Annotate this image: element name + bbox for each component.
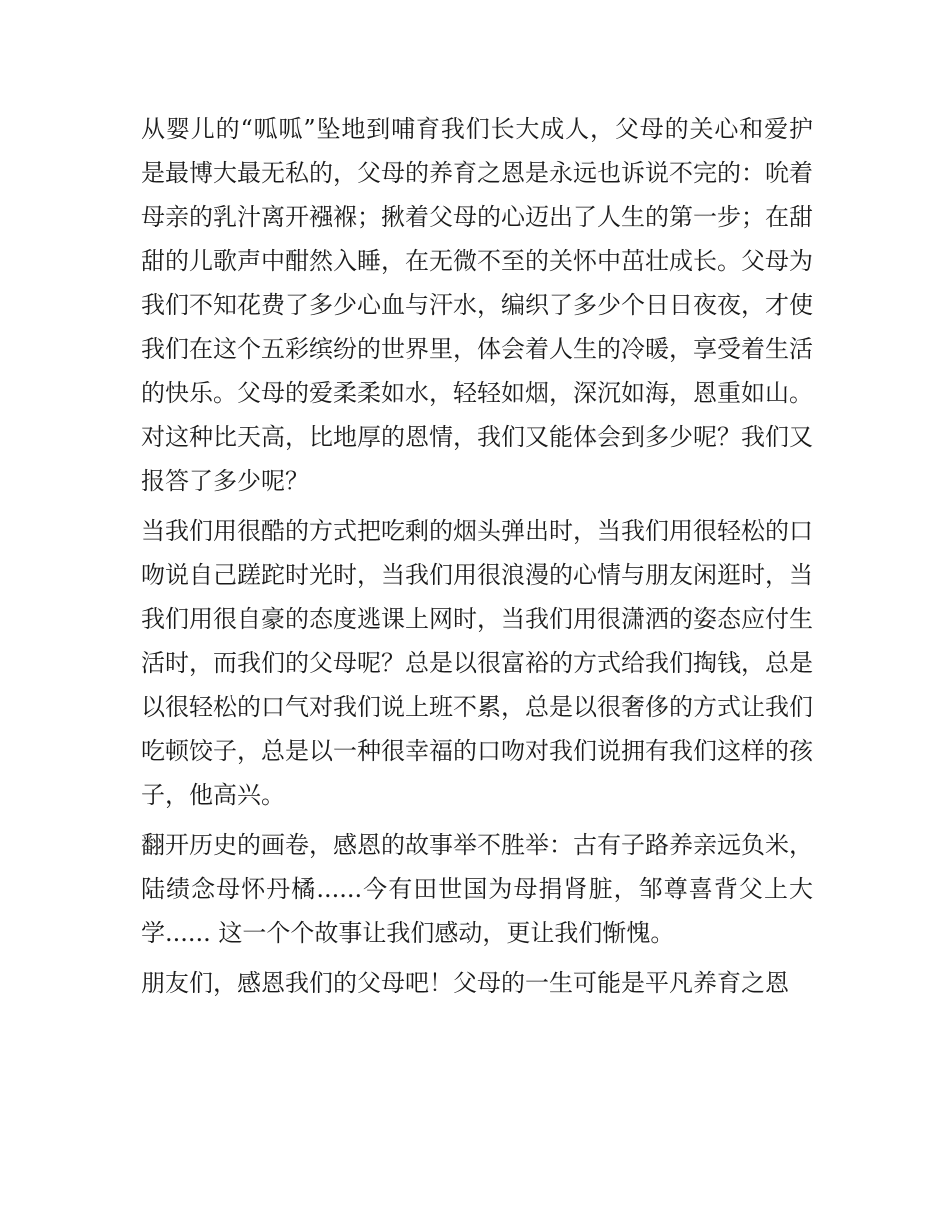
paragraph-1: 从婴儿的“呱呱”坠地到哺育我们长大成人，父母的关心和爱护是最博大最无私的，父母的养育之恩是永远也诉说不完的：吮着母亲的乳汁离开襁褓；揪着父母的心迈出了人生的第一步；在甜甜的儿歌声中酣然入睡，在无微不至的关怀中茁壮成长。父母为我们不知花费了多少心血与汗水，编织了多少个日日夜夜，才使我们在这个五彩缤纷的世界里，体会着人生的冷暖，享受着生活的快乐。父母的爱柔柔如水，轻轻如烟，深沉如海，恩重如山。对这种比天高，比地厚的恩情，我们又能体会到多少呢？我们又报答了多少呢？ — [141, 115, 813, 495]
paragraph-2: 当我们用很酷的方式把吃剩的烟头弹出时，当我们用很轻松的口吻说自己蹉跎时光时，当我们用很浪漫的心情与朋友闲逛时，当我们用很自豪的态度逃课上网时，当我们用很潇洒的姿态应付生活时，而我们的父母呢？总是以很富裕的方式给我们掏钱，总是以很轻松的口气对我们说上班不累，总是以很奢侈的方式让我们吃顿饺子，总是以一种很幸福的口吻对我们说拥有我们这样的孩子，他高兴。 — [141, 517, 813, 809]
paragraph-4: 朋友们，感恩我们的父母吧！父母的一生可能是平凡养育之恩 — [141, 969, 789, 997]
paragraph-3: 翻开历史的画卷，感恩的故事举不胜举：古有子路养亲远负米，陆绩念母怀丹橘......今有田世国为母捐肾脏，邹尊喜背父上大学...... 这一个个故事让我们感动，更让我们惭愧。 — [141, 831, 813, 947]
document-body — [141, 107, 813, 1011]
